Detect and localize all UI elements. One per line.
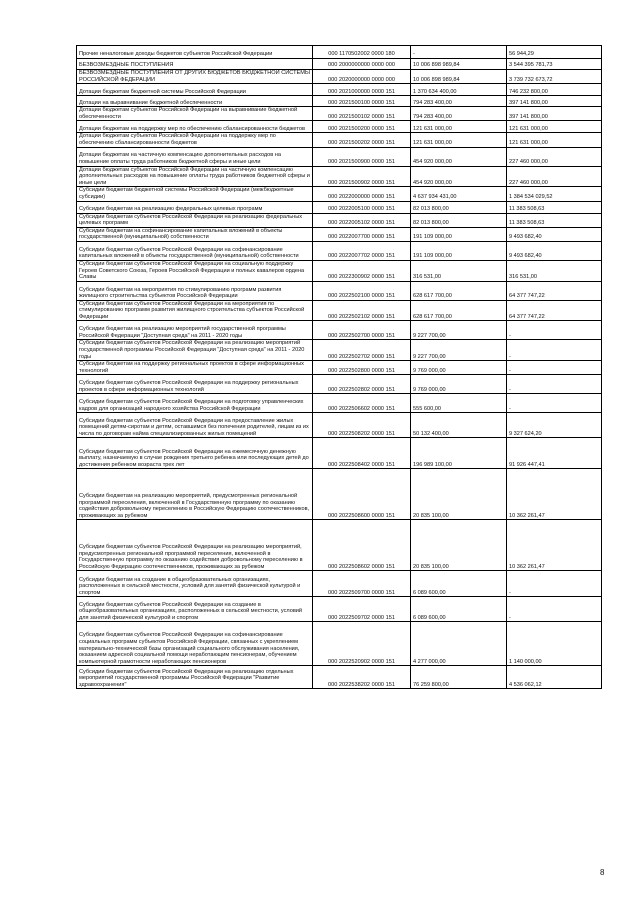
row-exec-cell: - (507, 340, 602, 361)
row-name-cell: Дотации бюджетам на частичную компенсацию дополнительных расходов на повышение оплаты труда работников бюджетной сферы и иные цели (77, 147, 313, 166)
table-row (77, 469, 602, 520)
table-row (77, 96, 602, 107)
row-name-cell: Субсидии бюджетам субъектов Российской Федерации на реализацию отдельных мероприятий государственной программы Российской Федерации "Развитие здравоохранения" (77, 666, 313, 689)
row-code-cell: 000 2021500200 0000 151 (313, 121, 411, 133)
row-plan-cell: 794 283 400,00 (411, 107, 507, 121)
row-exec-cell: 10 362 261,47 (507, 469, 602, 520)
row-code-cell: 000 2000000000 0000 000 (313, 59, 411, 70)
row-code-cell: 000 2022502702 0000 151 (313, 340, 411, 361)
row-code-cell: 000 2022502800 0000 151 (313, 361, 411, 375)
budget-revenue-table (76, 45, 602, 689)
row-plan-cell: 191 109 000,00 (411, 227, 507, 241)
row-plan-cell: 82 013 800,00 (411, 213, 507, 227)
table-row (77, 438, 602, 469)
row-exec-cell: 64 377 747,22 (507, 300, 602, 321)
table-row (77, 260, 602, 281)
row-code-cell: 000 2021500100 0000 151 (313, 96, 411, 107)
row-exec-cell: 397 141 800,00 (507, 96, 602, 107)
table-row (77, 394, 602, 413)
table-row (77, 597, 602, 622)
row-exec-cell: 746 232 800,00 (507, 84, 602, 96)
row-exec-cell: 227 460 000,00 (507, 166, 602, 187)
row-code-cell: 000 2021500902 0000 151 (313, 166, 411, 187)
row-name-cell: Субсидии бюджетам на поддержку региональных проектов в сфере информационных технологий (77, 361, 313, 375)
row-exec-cell: 1 384 534 029,52 (507, 187, 602, 201)
row-exec-cell: - (507, 394, 602, 413)
row-plan-cell: 628 617 700,00 (411, 281, 507, 300)
row-plan-cell: 50 132 400,00 (411, 413, 507, 438)
row-plan-cell: 9 227 700,00 (411, 321, 507, 340)
row-plan-cell: 9 769 000,00 (411, 375, 507, 394)
table-row (77, 520, 602, 571)
row-code-cell: 000 2021500102 0000 151 (313, 107, 411, 121)
row-exec-cell: 56 944,29 (507, 46, 602, 59)
row-exec-cell: 9 327 624,20 (507, 413, 602, 438)
row-name-cell: Субсидии бюджетам на реализацию мероприятий, предусмотренных региональной программой переселения, включенной в Государственную программу по оказанию содействия добровольному переселению в Российскую Федерацию соотечественников, проживающих за рубежом (77, 469, 313, 520)
row-name-cell: Субсидии бюджетам субъектов Российской Федерации на реализацию мероприятий государственной программы Российской Федерации "Доступная среда" на 2011 - 2020 годы (77, 340, 313, 361)
row-name-cell: Дотации бюджетам бюджетной системы Российской Федерации (77, 84, 313, 96)
row-name-cell: Субсидии бюджетам на мероприятия по стимулированию программ развития жилищного строительства субъектов Российской Федерации (77, 281, 313, 300)
row-exec-cell: - (507, 375, 602, 394)
row-plan-cell: 6 089 600,00 (411, 571, 507, 597)
row-code-cell: 000 2022502802 0000 151 (313, 375, 411, 394)
row-exec-cell: 3 544 395 781,73 (507, 59, 602, 70)
row-plan-cell: 10 006 898 989,84 (411, 59, 507, 70)
row-name-cell: Субсидии бюджетам субъектов Российской Федерации на ежемесячную денежную выплату, назначаемую в случае рождения третьего ребенка или последующих детей до достижения ребенком возраста трех лет (77, 438, 313, 469)
row-plan-cell: 121 631 000,00 (411, 133, 507, 147)
row-exec-cell: 397 141 800,00 (507, 107, 602, 121)
row-code-cell: 000 2022300902 0000 151 (313, 260, 411, 281)
row-plan-cell: 20 835 100,00 (411, 469, 507, 520)
row-code-cell: 000 2022502102 0000 151 (313, 300, 411, 321)
table-row (77, 59, 602, 70)
row-code-cell: 000 1170502002 0000 180 (313, 46, 411, 59)
row-name-cell: Субсидии бюджетам на реализацию федеральных целевых программ (77, 201, 313, 213)
row-plan-cell: 555 600,00 (411, 394, 507, 413)
row-code-cell: 000 2022502100 0000 151 (313, 281, 411, 300)
row-name-cell: Дотации бюджетам на поддержку мер по обеспечению сбалансированности бюджетов (77, 121, 313, 133)
table-row (77, 340, 602, 361)
row-name-cell: Дотации на выравнивание бюджетной обеспеченности (77, 96, 313, 107)
row-code-cell: 000 2022509700 0000 151 (313, 571, 411, 597)
row-plan-cell: 20 835 100,00 (411, 520, 507, 571)
row-name-cell: Субсидии бюджетам субъектов Российской Федерации на реализацию федеральных целевых программ (77, 213, 313, 227)
row-name-cell: Субсидии бюджетам субъектов Российской Федерации на реализацию мероприятий, предусмотренных региональной программой переселения, включенной в Государственную программу по оказанию содействия добровольному переселению в Российскую Федерацию соотечественников, проживающих за рубежом (77, 520, 313, 571)
row-exec-cell: 10 362 261,47 (507, 520, 602, 571)
row-exec-cell: 3 739 732 673,72 (507, 70, 602, 84)
row-plan-cell: 191 109 000,00 (411, 241, 507, 260)
table-row (77, 375, 602, 394)
row-exec-cell: - (507, 571, 602, 597)
table-row (77, 213, 602, 227)
row-plan-cell: 121 631 000,00 (411, 121, 507, 133)
row-exec-cell: 9 493 682,40 (507, 241, 602, 260)
table-row (77, 70, 602, 84)
row-exec-cell: - (507, 321, 602, 340)
table-row (77, 666, 602, 689)
row-code-cell: 000 2022509702 0000 151 (313, 597, 411, 622)
row-plan-cell: 316 531,00 (411, 260, 507, 281)
row-code-cell: 000 2022506602 0000 151 (313, 394, 411, 413)
row-code-cell: 000 2020000000 0000 000 (313, 70, 411, 84)
row-exec-cell: 316 531,00 (507, 260, 602, 281)
row-exec-cell: 11 383 508,63 (507, 201, 602, 213)
table-row (77, 281, 602, 300)
row-plan-cell: 4 637 934 431,00 (411, 187, 507, 201)
row-exec-cell: 227 460 000,00 (507, 147, 602, 166)
table-row (77, 413, 602, 438)
row-exec-cell: 1 140 000,00 (507, 622, 602, 666)
row-name-cell: Субсидии бюджетам субъектов Российской Федерации на подготовку управленческих кадров для организаций народного хозяйства Российской Федерации (77, 394, 313, 413)
row-code-cell: 000 2022000000 0000 151 (313, 187, 411, 201)
table-row (77, 201, 602, 213)
row-plan-cell: 1 370 634 400,00 (411, 84, 507, 96)
row-plan-cell: 10 006 898 989,84 (411, 70, 507, 84)
table-row (77, 133, 602, 147)
row-exec-cell: 11 383 508,63 (507, 213, 602, 227)
row-code-cell: 000 2021500202 0000 151 (313, 133, 411, 147)
row-exec-cell: - (507, 361, 602, 375)
table-row (77, 300, 602, 321)
row-code-cell: 000 2022502700 0000 151 (313, 321, 411, 340)
row-plan-cell: 454 920 000,00 (411, 147, 507, 166)
row-code-cell: 000 2021500900 0000 151 (313, 147, 411, 166)
table-body (77, 46, 602, 689)
row-exec-cell: 4 536 062,12 (507, 666, 602, 689)
row-name-cell: Субсидии бюджетам субъектов Российской Федерации на софинансирование социальных программ субъектов Российской Федерации, связанных с укреплением материально-технической базы организаций социального обслуживания населения, оказанием адресной социальной помощи неработающим пенсионерам, обучением компьютерной грамотности неработающих пенсионеров (77, 622, 313, 666)
row-plan-cell: 4 277 000,00 (411, 622, 507, 666)
row-exec-cell: 91 926 447,41 (507, 438, 602, 469)
row-plan-cell: 794 283 400,00 (411, 96, 507, 107)
table-row (77, 321, 602, 340)
row-plan-cell: 454 920 000,00 (411, 166, 507, 187)
row-code-cell: 000 2022508602 0000 151 (313, 520, 411, 571)
row-plan-cell: - (411, 46, 507, 59)
row-code-cell: 000 2022520902 0000 151 (313, 622, 411, 666)
row-name-cell: Субсидии бюджетам субъектов Российской Федерации на предоставление жилых помещений детям-сиротам и детям, оставшимся без попечения родителей, лицам из их числа по договорам найма специализированных жилых помещений (77, 413, 313, 438)
row-code-cell: 000 2022538202 0000 151 (313, 666, 411, 689)
row-name-cell: Дотации бюджетам субъектов Российской Федерации на выравнивание бюджетной обеспеченности (77, 107, 313, 121)
row-code-cell: 000 2022508600 0000 151 (313, 469, 411, 520)
table-row (77, 622, 602, 666)
row-name-cell: Субсидии бюджетам субъектов Российской Федерации на мероприятия по стимулированию программ развития жилищного строительства субъектов Российской Федерации (77, 300, 313, 321)
row-name-cell: Дотации бюджетам субъектов Российской Федерации на частичную компенсацию дополнительных расходов на повышение оплаты труда работников бюджетной сферы и иные цели (77, 166, 313, 187)
row-name-cell: Субсидии бюджетам на софинансирование капитальных вложений в объекты государственной (муниципальной) собственности (77, 227, 313, 241)
page-number: 8 (600, 868, 605, 877)
row-name-cell: Субсидии бюджетам субъектов Российской Федерации на софинансирование капитальных вложений в объекты государственной (муниципальной) собственности (77, 241, 313, 260)
row-exec-cell: 121 631 000,00 (507, 133, 602, 147)
row-name-cell: Субсидии бюджетам на создание в общеобразовательных организациях, расположенных в сельской местности, условий для занятий физической культурой и спортом (77, 571, 313, 597)
row-name-cell: Субсидии бюджетам субъектов Российской Федерации на поддержку региональных проектов в сфере информационных технологий (77, 375, 313, 394)
row-name-cell: Дотации бюджетам субъектов Российской Федерации на поддержку мер по обеспечению сбалансированности бюджетов (77, 133, 313, 147)
table-row (77, 571, 602, 597)
table-row (77, 187, 602, 201)
row-code-cell: 000 2022007700 0000 151 (313, 227, 411, 241)
row-name-cell: БЕЗВОЗМЕЗДНЫЕ ПОСТУПЛЕНИЯ ОТ ДРУГИХ БЮДЖЕТОВ БЮДЖЕТНОЙ СИСТЕМЫ РОССИЙСКОЙ ФЕДЕРАЦИИ (77, 70, 313, 84)
row-name-cell: Субсидии бюджетам бюджетной системы Российской Федерации (межбюджетные субсидии) (77, 187, 313, 201)
table-row (77, 84, 602, 96)
row-exec-cell: 64 377 747,22 (507, 281, 602, 300)
row-code-cell: 000 2022005100 0000 151 (313, 201, 411, 213)
row-code-cell: 000 2022005102 0000 151 (313, 213, 411, 227)
row-plan-cell: 9 227 700,00 (411, 340, 507, 361)
row-code-cell: 000 2022508202 0000 151 (313, 413, 411, 438)
row-name-cell: Прочие неналоговые доходы бюджетов субъектов Российской Федерации (77, 46, 313, 59)
table-row (77, 147, 602, 166)
row-code-cell: 000 2021000000 0000 151 (313, 84, 411, 96)
table-row (77, 107, 602, 121)
row-code-cell: 000 2022508402 0000 151 (313, 438, 411, 469)
row-name-cell: Субсидии бюджетам на реализацию мероприятий государственной программы Российской Федерации "Доступная среда" на 2011 - 2020 годы (77, 321, 313, 340)
row-plan-cell: 196 989 100,00 (411, 438, 507, 469)
table-row (77, 121, 602, 133)
table-row (77, 241, 602, 260)
table-row (77, 227, 602, 241)
row-plan-cell: 6 089 600,00 (411, 597, 507, 622)
row-code-cell: 000 2022007702 0000 151 (313, 241, 411, 260)
row-name-cell: Субсидии бюджетам субъектов Российской Федерации на социальную поддержку Героев Советского Союза, Героев Российской Федерации и полных кавалеров ордена Славы (77, 260, 313, 281)
row-exec-cell: 9 493 682,40 (507, 227, 602, 241)
row-exec-cell: 121 631 000,00 (507, 121, 602, 133)
row-plan-cell: 76 259 800,00 (411, 666, 507, 689)
row-plan-cell: 82 013 800,00 (411, 201, 507, 213)
row-plan-cell: 9 769 000,00 (411, 361, 507, 375)
row-exec-cell: - (507, 597, 602, 622)
table-row (77, 361, 602, 375)
table-row (77, 46, 602, 59)
table-row (77, 166, 602, 187)
row-name-cell: Субсидии бюджетам субъектов Российской Федерации на создание в общеобразовательных организациях, расположенных в сельской местности, условий для занятий физической культурой и спортом (77, 597, 313, 622)
row-plan-cell: 628 617 700,00 (411, 300, 507, 321)
row-name-cell: БЕЗВОЗМЕЗДНЫЕ ПОСТУПЛЕНИЯ (77, 59, 313, 70)
